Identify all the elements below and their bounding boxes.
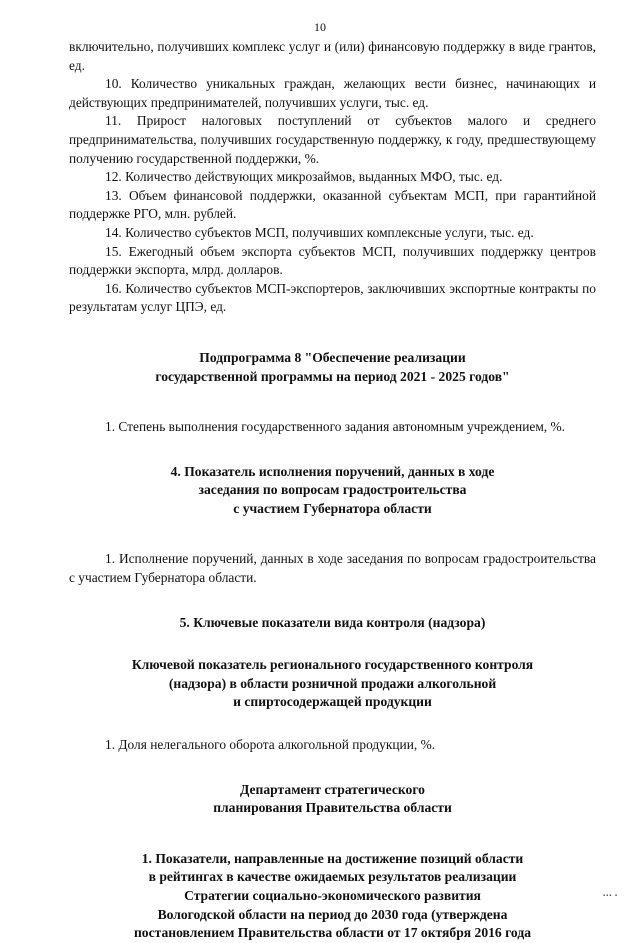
paragraph-item-11: 11. Прирост налоговых поступлений от субъектов малого и среднего предпринимательства, получивших государственную поддержку, к году, предшествующему получению государственной поддержки, %. xyxy=(69,113,596,166)
heading-subprogram-8 xyxy=(69,349,596,386)
heading-line: с участием Губернатора области xyxy=(233,500,432,516)
heading-line: Вологодской области на период до 2030 года (утверждена xyxy=(157,906,508,922)
paragraph-item-10: 10. Количество уникальных граждан, желающих вести бизнес, начинающих и действующих предпринимателей, получивших услуги, тыс. ед. xyxy=(69,76,596,110)
paragraph-item-14: 14. Количество субъектов МСП, получивших комплексные услуги, тыс. ед. xyxy=(105,224,534,240)
paragraph-item-15: 15. Ежегодный объем экспорта субъектов МСП, получивших поддержку центров поддержки экспорта, млрд. долларов. xyxy=(69,243,596,278)
heading-line: 1. Показатели, направленные на достижение позиций области xyxy=(141,850,524,866)
paragraph-continuation: включительно, получивших комплекс услуг и (или) финансовую поддержку в виде грантов, ед. xyxy=(69,39,596,73)
heading-line: и спиртосодержащей продукции xyxy=(233,694,432,710)
paragraph-item-16: 16. Количество субъектов МСП-экспортеров, заключивших экспортные контракты по результатам услуг ЦПЭ, ед. xyxy=(69,280,596,315)
heading-line: в рейтингах в качестве ожидаемых результатов реализации xyxy=(148,869,517,885)
scan-footer-mark: ▪▪▪ ▪ xyxy=(602,893,618,899)
paragraph-item-13: 13. Объем финансовой поддержки, оказанной субъектам МСП, при гарантийной поддержке РГО, млн. рублей. xyxy=(69,187,596,222)
document-body xyxy=(69,38,596,943)
paragraph-section-4-item-1: 1. Исполнение поручений, данных в ходе заседания по вопросам градостроительства с участием Губернатора области. xyxy=(69,551,596,586)
heading-section-1-ratings xyxy=(69,850,596,943)
page-number: 10 xyxy=(314,20,326,34)
heading-line: Департамент стратегического xyxy=(240,781,425,797)
heading-line: 5. Ключевые показатели вида контроля (надзора) xyxy=(179,614,486,630)
heading-line: 4. Показатель исполнения поручений, данных в ходе xyxy=(170,463,495,479)
heading-line: планирования Правительства области xyxy=(213,800,452,816)
paragraph-key-indicator-item-1: 1. Доля нелегального оборота алкогольной продукции, %. xyxy=(105,737,436,753)
paragraph-item-12: 12. Количество действующих микрозаймов, выданных МФО, тыс. ед. xyxy=(105,169,503,185)
heading-department xyxy=(69,781,596,818)
heading-line: (надзора) в области розничной продажи алкогольной xyxy=(168,675,497,691)
heading-line: государственной программы на период 2021 - 2025 годов" xyxy=(155,368,510,384)
heading-section-5 xyxy=(69,614,596,633)
heading-line: Стратегии социально-экономического развития xyxy=(184,888,481,903)
heading-line: Подпрограмма 8 "Обеспечение реализации xyxy=(199,349,466,365)
heading-key-indicator xyxy=(69,656,596,712)
heading-line: постановлением Правительства области от 17 октября 2016 года xyxy=(133,925,532,941)
heading-section-4 xyxy=(69,463,596,519)
heading-line: Ключевой показатель регионального государственного контроля xyxy=(131,657,534,673)
paragraph-subprogram-8-item-1: 1. Степень выполнения государственного задания автономным учреждением, %. xyxy=(105,419,565,435)
heading-line: заседания по вопросам градостроительства xyxy=(198,482,467,498)
